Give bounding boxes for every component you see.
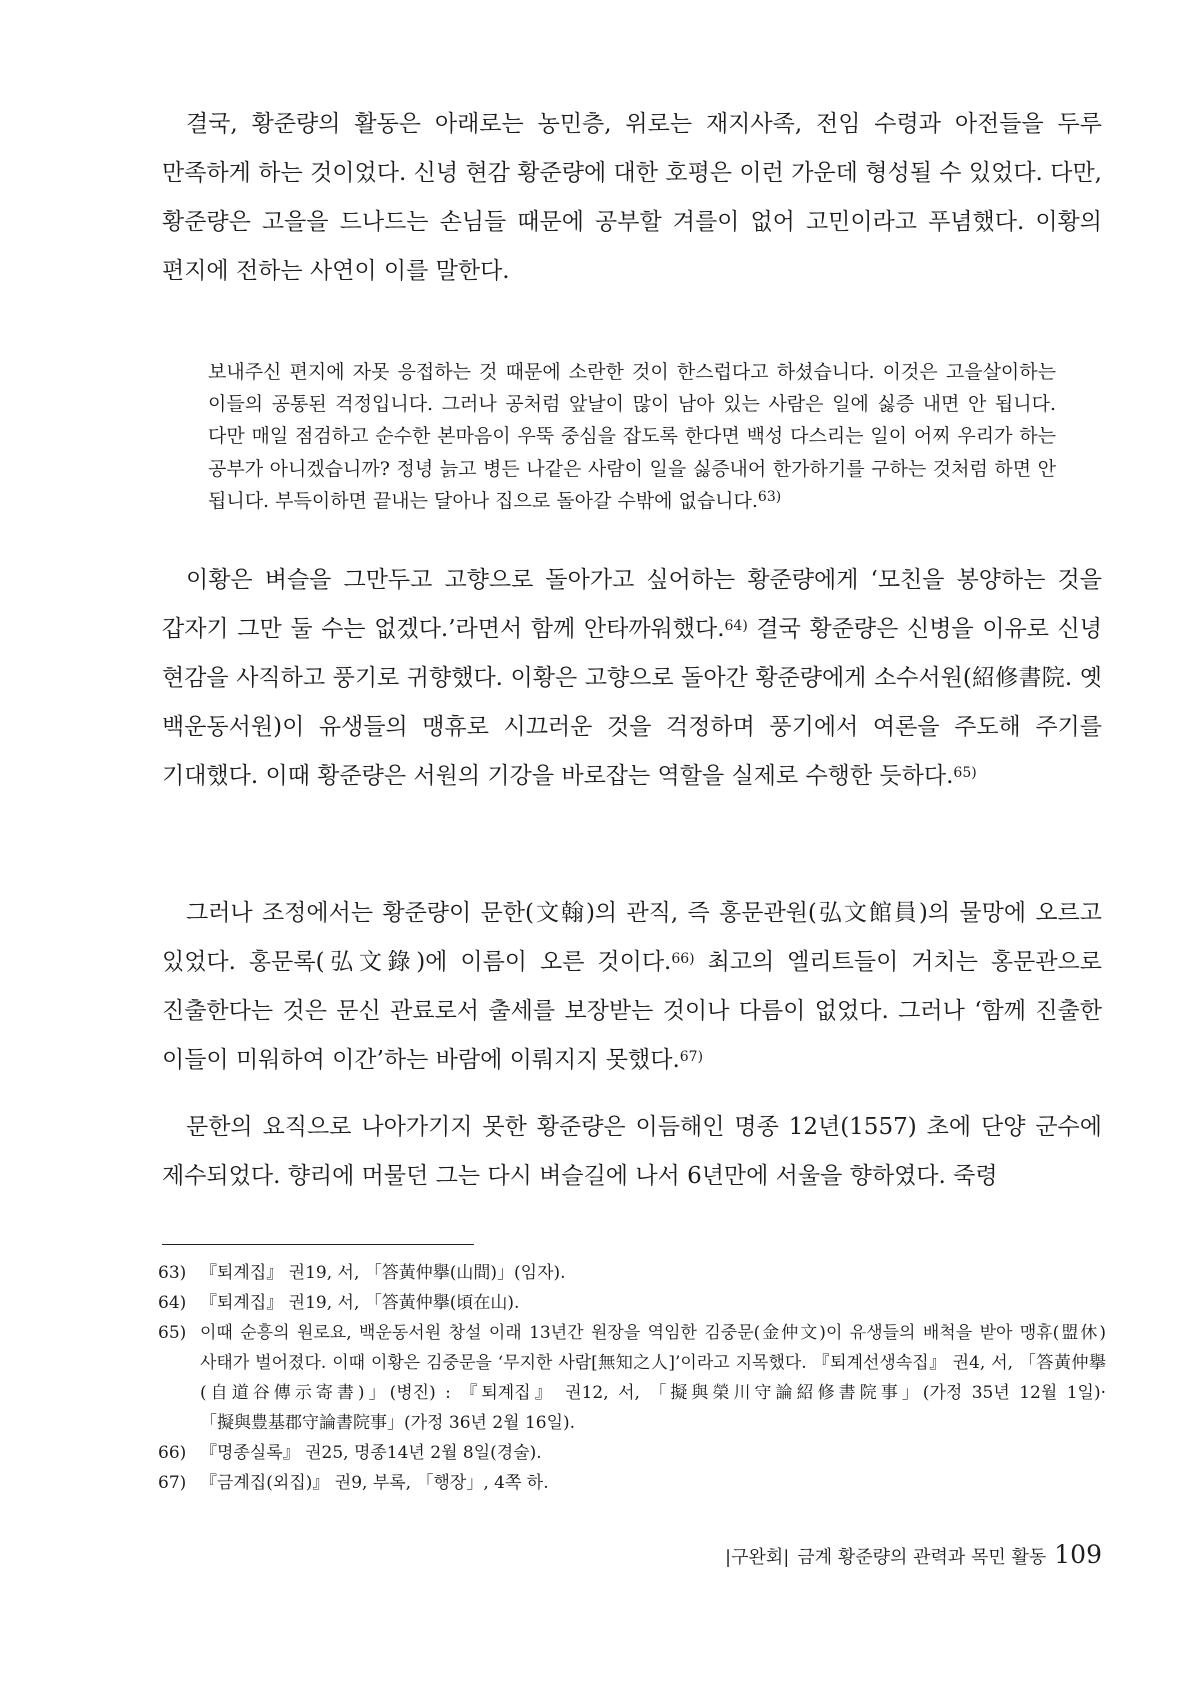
footnote-text: 『명종실록』 권25, 명종14년 2월 8일(경술).	[200, 1443, 542, 1463]
running-head-author: |구완회|	[725, 1547, 790, 1568]
footnote-ref-65[interactable]: 65)	[953, 765, 977, 781]
footnote-text: 『퇴계집』 권19, 서, 「答黃仲擧(頃在山).	[200, 1293, 520, 1313]
paragraph-4-text: 문한의 요직으로 나아가기지 못한 황준량은 이듬해인 명종 12년(1557) 초에 단양 군수에 제수되었다. 향리에 머물던 그는 다시 벼슬길에 나서 6년만에 서울을 향하였다. 죽령	[162, 1114, 1102, 1189]
paragraph-1-text: 결국, 황준량의 활동은 아래로는 농민층, 위로는 재지사족, 전임 수령과 아전들을 두루 만족하게 하는 것이었다. 신녕 현감 황준량에 대한 호평은 이런 가운데 형성될 수 있었다. 다만, 황준량은 고을을 드나드는 손님들 때문에 공부할 겨를이 없어 고민이라고 푸념했다. 이황의 편지에 전하는 사연이 이를 말한다.	[162, 111, 1102, 284]
footnote-number: 67)	[158, 1473, 187, 1493]
footnotes	[158, 1258, 1106, 1498]
paragraph-3	[162, 889, 1102, 1085]
footnote-text: 『퇴계집』 권19, 서, 「答黃仲擧(山間)」(임자).	[200, 1263, 566, 1283]
paragraph-2	[162, 556, 1102, 801]
footnote-63	[158, 1258, 1106, 1288]
footnote-text: 『금계집(외집)』 권9, 부록, 「행장」, 4쪽 하.	[200, 1473, 549, 1493]
paragraph-2-part2: 결국 황준량은 신병을 이유로 신녕 현감을 사직하고 풍기로 귀향했다. 이황은 고향으로 돌아간 황준량에게 소수서원(紹修書院. 옛 백운동서원)이 유생들의 맹휴로 시끄러운 것을 걱정하며 풍기에서 여론을 주도해 주기를 기대했다. 이때 황준량은 서원의 기강을 바로잡는 역할을 실제로 수행한 듯하다.	[162, 616, 1102, 789]
running-footer	[725, 1540, 1102, 1569]
paragraph-3-text	[162, 889, 1102, 1085]
footnote-ref-66[interactable]: 66)	[671, 951, 695, 967]
footnote-number: 63)	[158, 1263, 187, 1283]
paragraph-1	[162, 100, 1102, 296]
paragraph-3-part2: 최고의 엘리트들이 거치는 홍문관으로 진출한다는 것은 문신 관료로서 출세를 보장받는 것이나 다름이 없었다. 그러나 ‘함께 진출한 이들이 미워하여 이간’하는 바람에 이뤄지지 못했다.	[162, 949, 1102, 1073]
paragraph-4	[162, 1103, 1102, 1201]
footnote-ref-67[interactable]: 67)	[679, 1049, 704, 1065]
footnote-separator	[162, 1244, 474, 1245]
footnote-67	[158, 1468, 1106, 1498]
footnote-number: 64)	[158, 1293, 187, 1313]
block-quote-text: 보내주신 편지에 자못 응접하는 것 때문에 소란한 것이 한스럽다고 하셨습니다. 이것은 고을살이하는 이들의 공통된 걱정입니다. 그러나 공처럼 앞날이 많이 남아 있는 사람은 일에 싫증 내면 안 됩니다. 다만 매일 점검하고 순수한 본마음이 우뚝 중심을 잡도록 한다면 백성 다스리는 일이 어찌 우리가 하는 공부가 아니겠습니까? 정녕 늙고 병든 나같은 사람이 일을 싫증내어 한가하기를 구하는 것처럼 하면 안 됩니다. 부득이하면 끝내는 달아나 집으로 돌아갈 수밖에 없습니다.	[208, 361, 1056, 512]
footnote-66	[158, 1438, 1106, 1468]
footnote-number: 65)	[158, 1323, 187, 1343]
page-number: 109	[1054, 1540, 1102, 1569]
footnote-ref-63[interactable]: 63)	[757, 488, 782, 505]
block-quote	[208, 356, 1056, 517]
paragraph-3-part1: 그러나 조정에서는 황준량이 문한(文翰)의 관직, 즉 홍문관원(弘文館員)의 물망에 오르고 있었다. 홍문록(弘文錄)에 이름이 오른 것이다.	[162, 900, 1102, 975]
running-head-title: 금계 황준량의 관력과 목민 활동	[797, 1547, 1047, 1568]
paragraph-2-part1: 이황은 벼슬을 그만두고 고향으로 돌아가고 싶어하는 황준량에게 ‘모친을 봉양하는 것을 갑자기 그만 둘 수는 없겠다.’라면서 함께 안타까워했다.	[162, 567, 1102, 642]
paragraph-2-text	[162, 556, 1102, 801]
footnote-text: 이때 순흥의 원로요, 백운동서원 창설 이래 13년간 원장을 역임한 김중문(金仲文)이 유생들의 배척을 받아 맹휴(盟休) 사태가 벌어졌다. 이때 이황은 김중문을 ‘무지한 사람[無知之人]’이라고 지목했다. 『퇴계선생속집』 권4, 서, 「答黃仲擧(自道谷傳示寄書)」(병진) : 『퇴계집』 권12, 서, 「擬與榮川守論紹修書院事」(가정 35년 12월 1일)·「擬與豊基郡守論書院事」(가정 36년 2월 16일).	[200, 1323, 1106, 1433]
footnote-ref-64[interactable]: 64)	[724, 618, 748, 634]
footnote-65	[158, 1318, 1106, 1438]
footnote-64	[158, 1288, 1106, 1318]
footnote-number: 66)	[158, 1443, 187, 1463]
